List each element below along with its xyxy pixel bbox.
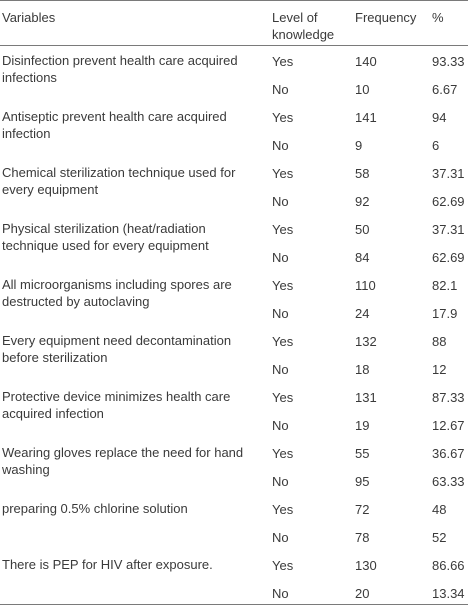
frequency-no-cell: 92 [355,194,370,209]
percent-yes-cell: 86.66 [432,558,465,573]
level-yes-cell: Yes [272,446,294,461]
variable-cell: Protective device minimizes health care acquired infection [2,389,231,421]
header-level-of-knowledge: Level of knowledge [272,10,335,42]
variable-cell: Disinfection prevent health care acquired infections [2,53,238,85]
percent-no-cell: 17.9 [432,306,458,321]
frequency-yes-cell: 140 [355,54,377,69]
level-yes-cell: Yes [272,54,294,69]
frequency-yes-cell: 131 [355,390,377,405]
percent-yes-cell: 87.33 [432,390,465,405]
percent-no-cell: 12 [432,362,447,377]
level-no-cell: No [272,530,289,545]
frequency-no-cell: 84 [355,250,370,265]
table-top-rule [0,0,468,1]
percent-yes-cell: 37.31 [432,166,465,181]
variable-cell: There is PEP for HIV after exposure. [2,557,213,572]
frequency-yes-cell: 55 [355,446,370,461]
table-row-group [0,157,468,213]
frequency-yes-cell: 50 [355,222,370,237]
variable-cell: Chemical sterilization technique used for every equipment [2,165,236,197]
level-yes-cell: Yes [272,390,294,405]
level-yes-cell: Yes [272,334,294,349]
percent-yes-cell: 93.33 [432,54,465,69]
level-no-cell: No [272,194,289,209]
percent-no-cell: 62.69 [432,194,465,209]
frequency-yes-cell: 141 [355,110,377,125]
frequency-no-cell: 19 [355,418,370,433]
percent-yes-cell: 48 [432,502,447,517]
header-frequency: Frequency [355,10,417,25]
level-yes-cell: Yes [272,166,294,181]
table-row-group [0,101,468,157]
frequency-yes-cell: 72 [355,502,370,517]
level-no-cell: No [272,138,289,153]
table-row-group [0,213,468,269]
level-no-cell: No [272,474,289,489]
percent-no-cell: 52 [432,530,447,545]
table-row-group [0,437,468,493]
percent-no-cell: 12.67 [432,418,465,433]
variable-cell: Wearing gloves replace the need for hand washing [2,445,244,477]
level-no-cell: No [272,362,289,377]
level-no-cell: No [272,82,289,97]
percent-yes-cell: 94 [432,110,447,125]
frequency-yes-cell: 58 [355,166,370,181]
level-yes-cell: Yes [272,278,294,293]
variable-cell: preparing 0.5% chlorine solution [2,501,188,516]
percent-no-cell: 63.33 [432,474,465,489]
level-yes-cell: Yes [272,110,294,125]
level-no-cell: No [272,306,289,321]
variable-cell: Every equipment need decontamination before sterilization [2,333,232,365]
frequency-no-cell: 9 [355,138,363,153]
level-yes-cell: Yes [272,502,294,517]
percent-no-cell: 13.34 [432,586,465,601]
header-variables: Variables [2,10,56,25]
table-bottom-rule [0,604,468,605]
frequency-no-cell: 18 [355,362,370,377]
variable-cell: All microorganisms including spores are destructed by autoclaving [2,277,232,309]
table-row-group [0,493,468,549]
frequency-no-cell: 20 [355,586,370,601]
percent-no-cell: 6 [432,138,440,153]
frequency-yes-cell: 132 [355,334,377,349]
level-no-cell: No [272,586,289,601]
percent-yes-cell: 37.31 [432,222,465,237]
percent-yes-cell: 36.67 [432,446,465,461]
percent-no-cell: 6.67 [432,82,458,97]
level-yes-cell: Yes [272,558,294,573]
level-no-cell: No [272,418,289,433]
table-row-group [0,269,468,325]
frequency-no-cell: 24 [355,306,370,321]
header-percent: % [432,10,444,25]
level-yes-cell: Yes [272,222,294,237]
percent-yes-cell: 82.1 [432,278,458,293]
frequency-no-cell: 95 [355,474,370,489]
table-row-group [0,381,468,437]
frequency-no-cell: 78 [355,530,370,545]
table-row-group [0,549,468,605]
percent-yes-cell: 88 [432,334,447,349]
frequency-no-cell: 10 [355,82,370,97]
percent-no-cell: 62.69 [432,250,465,265]
frequency-yes-cell: 110 [355,278,376,293]
level-no-cell: No [272,250,289,265]
frequency-yes-cell: 130 [355,558,377,573]
table-row-group [0,45,468,101]
variable-cell: Physical sterilization (heat/radiation technique used for every equipment [2,221,209,253]
table-row-group [0,325,468,381]
variable-cell: Antiseptic prevent health care acquired infection [2,109,227,141]
